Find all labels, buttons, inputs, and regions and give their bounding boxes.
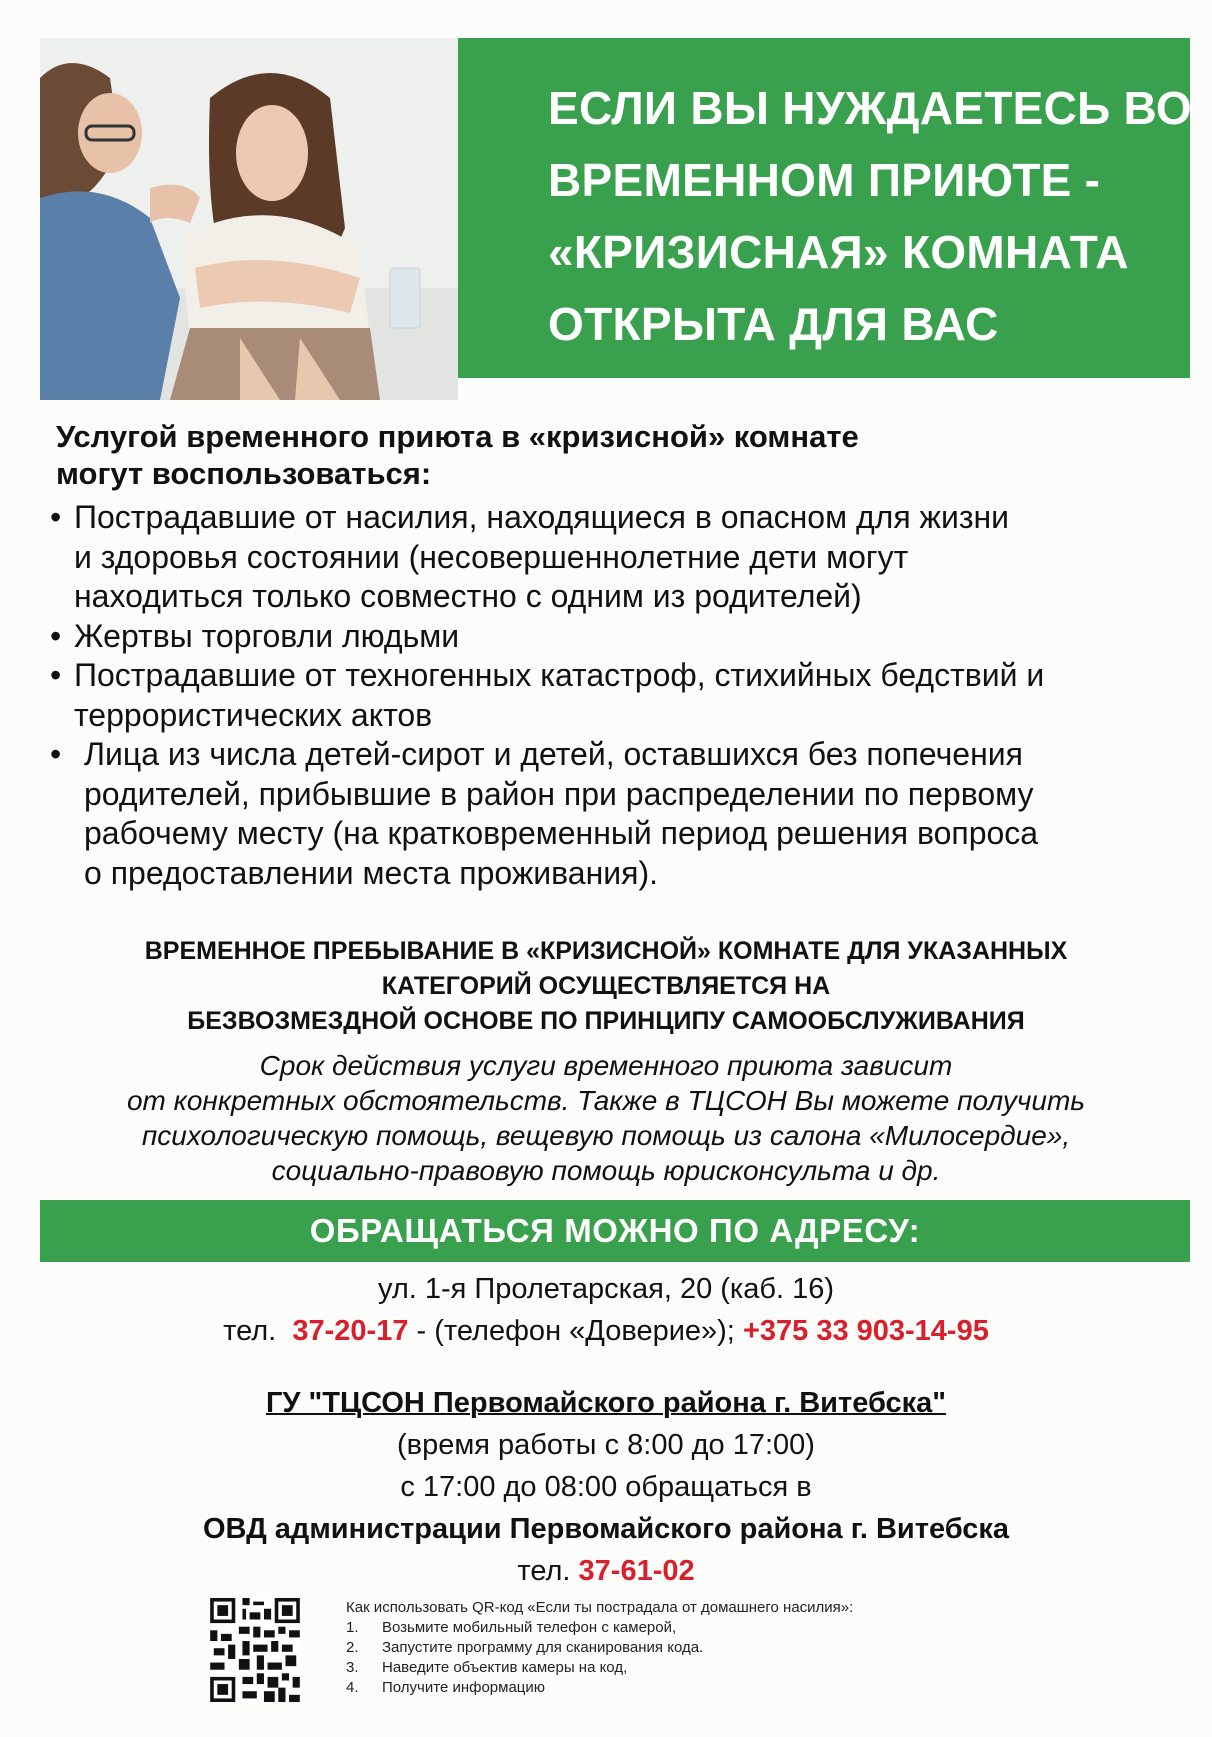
statement-line: КАТЕГОРИЙ ОСУЩЕСТВЛЯЕТСЯ НА bbox=[381, 972, 831, 1000]
bullet-dot: • bbox=[50, 499, 62, 535]
header-title-line: «КРИЗИСНАЯ» КОМНАТА bbox=[548, 226, 1129, 278]
statement-line: БЕЗВОЗМЕЗДНОЙ ОСНОВЕ ПО ПРИНЦИПУ САМООБСЛУЖИВАНИЯ bbox=[187, 1007, 1025, 1035]
trust-phone-number[interactable]: 37-20-17 bbox=[292, 1315, 409, 1347]
list-item bbox=[346, 1638, 853, 1658]
header-banner bbox=[458, 38, 1190, 378]
header-title bbox=[548, 72, 1192, 360]
list-item-line: террористических актов bbox=[74, 696, 433, 733]
list-item-line: Пострадавшие от техногенных катастроф, стихийных бедствий и bbox=[74, 657, 1045, 693]
notes-line: психологическую помощь, вещевую помощь из салона «Милосердие», bbox=[141, 1120, 1071, 1151]
list-item bbox=[346, 1678, 853, 1698]
eligibility-list bbox=[50, 498, 1200, 893]
header-title-line: ЕСЛИ ВЫ НУЖДАЕТЕСЬ ВО bbox=[548, 82, 1192, 134]
free-service-statement bbox=[0, 934, 1212, 1039]
qr-code-icon[interactable] bbox=[210, 1598, 300, 1702]
service-notes bbox=[0, 1048, 1212, 1188]
list-item-line: находиться только совместно с одним из родителей) bbox=[74, 578, 862, 614]
phone-prefix: тел. bbox=[223, 1315, 277, 1347]
list-item-line: Жертвы торговли людьми bbox=[74, 617, 460, 654]
list-item-line: и здоровья состоянии (несовершеннолетние дети могут bbox=[74, 538, 909, 575]
mobile-phone-number[interactable]: +375 33 903-14-95 bbox=[742, 1315, 989, 1347]
organization-name: ГУ "ТЦСОН Первомайского района г. Витебска" bbox=[265, 1387, 947, 1419]
trust-phone-note: - (телефон «Доверие»); bbox=[416, 1315, 735, 1347]
list-item bbox=[346, 1658, 853, 1678]
list-item bbox=[346, 1618, 853, 1638]
list-item bbox=[50, 656, 1200, 735]
police-phone-number[interactable]: 37-61-02 bbox=[578, 1555, 695, 1587]
list-item-line: родителей, прибывшие в район при распределении по первому bbox=[84, 775, 1034, 812]
step-text: Запустите программу для сканирования кода. bbox=[382, 1639, 704, 1656]
header-photo bbox=[40, 38, 458, 400]
contact-block bbox=[0, 1268, 1212, 1592]
list-item-line: Пострадавшие от насилия, находящиеся в опасном для жизни bbox=[74, 499, 1010, 535]
qr-instructions bbox=[346, 1598, 853, 1698]
list-item bbox=[50, 498, 1200, 617]
police-phone-line bbox=[0, 1550, 1212, 1592]
list-item bbox=[50, 735, 1200, 893]
step-number: 1. bbox=[346, 1619, 359, 1636]
statement-line: ВРЕМЕННОЕ ПРЕБЫВАНИЕ В «КРИЗИСНОЙ» КОМНАТЕ ДЛЯ УКАЗАННЫХ bbox=[144, 937, 1068, 965]
bullet-dot: • bbox=[50, 657, 62, 693]
police-phone-prefix: тел. bbox=[517, 1555, 571, 1587]
address-title: ОБРАЩАТЬСЯ МОЖНО ПО АДРЕСУ: bbox=[309, 1212, 921, 1249]
step-text: Наведите объектив камеры на код, bbox=[382, 1659, 628, 1676]
address-banner bbox=[40, 1200, 1190, 1262]
after-hours-note: с 17:00 до 08:00 обращаться в bbox=[400, 1471, 812, 1503]
step-number: 3. bbox=[346, 1659, 359, 1676]
header-title-line: ОТКРЫТА ДЛЯ ВАС bbox=[548, 298, 999, 350]
bullet-dot: • bbox=[50, 617, 62, 654]
header-title-line: ВРЕМЕННОМ ПРИЮТЕ - bbox=[548, 154, 1101, 206]
step-number: 4. bbox=[346, 1679, 359, 1696]
bullet-dot: • bbox=[50, 736, 62, 772]
working-hours: (время работы с 8:00 до 17:00) bbox=[397, 1429, 815, 1461]
step-text: Получите информацию bbox=[382, 1679, 546, 1696]
eligibility-intro bbox=[56, 418, 859, 492]
qr-intro: Как использовать QR-код «Если ты пострадала от домашнего насилия»: bbox=[346, 1599, 854, 1616]
intro-line: могут воспользоваться: bbox=[56, 456, 432, 491]
list-item-line: Лица из числа детей-сирот и детей, оставшихся без попечения bbox=[84, 736, 1023, 772]
intro-line: Услугой временного приюта в «кризисной» комнате bbox=[56, 419, 859, 454]
notes-line: Срок действия услуги временного приюта зависит bbox=[259, 1050, 953, 1081]
police-department: ОВД администрации Первомайского района г. Витебска bbox=[202, 1513, 1010, 1545]
notes-line: от конкретных обстоятельств. Также в ТЦСОН Вы можете получить bbox=[126, 1085, 1086, 1116]
step-number: 2. bbox=[346, 1639, 359, 1656]
list-item-line: о предоставлении места проживания). bbox=[84, 854, 658, 891]
notes-line: социально-правовую помощь юрисконсульта и др. bbox=[271, 1155, 941, 1186]
street-address: ул. 1-я Пролетарская, 20 (каб. 16) bbox=[377, 1273, 835, 1305]
step-text: Возьмите мобильный телефон с камерой, bbox=[382, 1619, 677, 1636]
list-item bbox=[50, 617, 1200, 657]
list-item-line: рабочему месту (на кратковременный период решения вопроса bbox=[84, 815, 1039, 851]
phone-line bbox=[0, 1310, 1212, 1352]
photo-illustration bbox=[40, 38, 458, 400]
